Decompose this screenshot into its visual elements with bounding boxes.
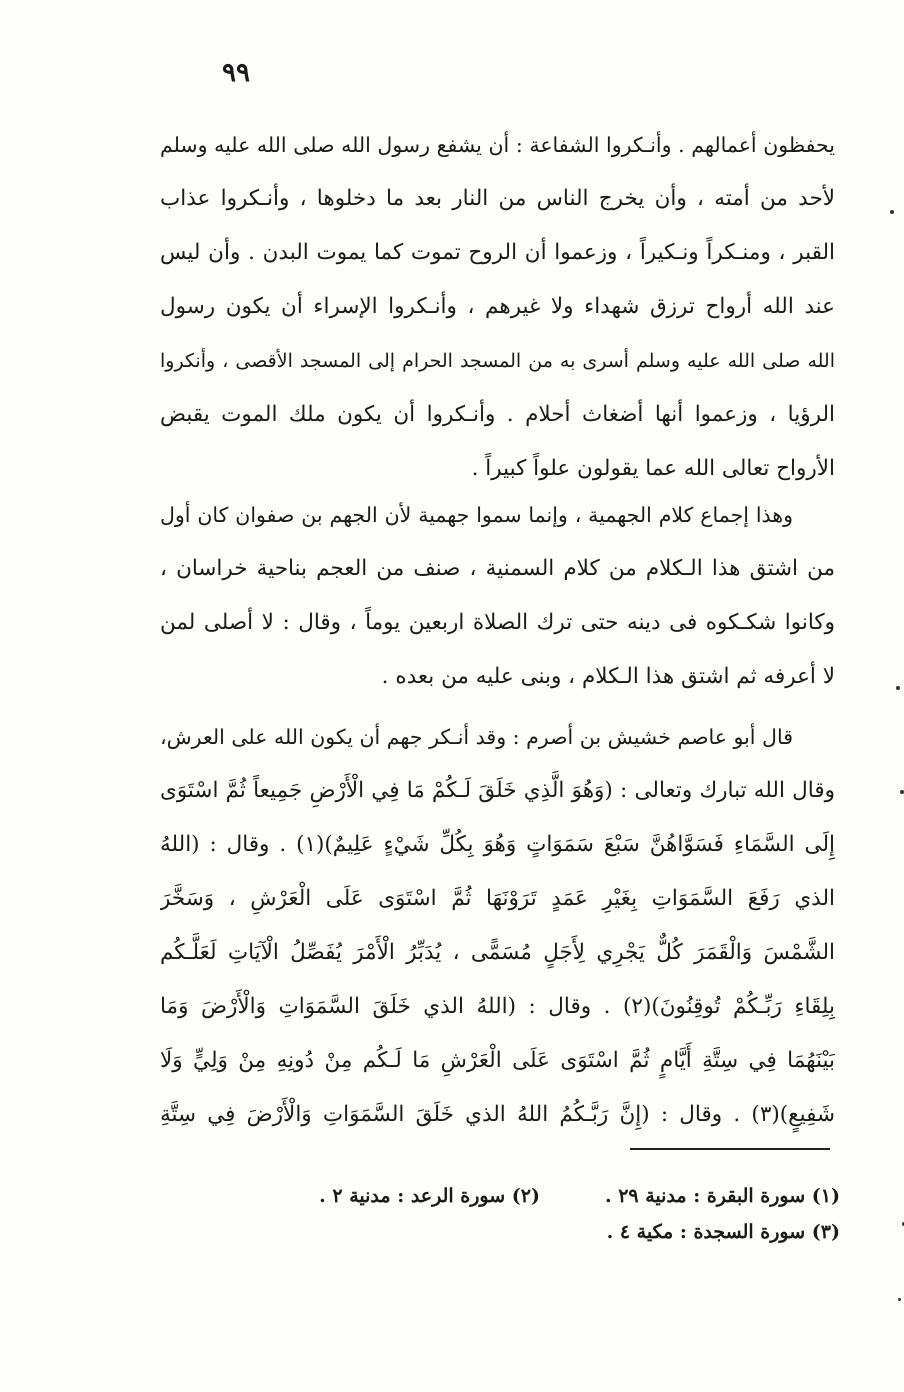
text-line: بَيْنَهُمَا فِي سِتَّةِ أَيَّامٍ ثُمَّ اسْتَوَى عَلَى الْعَرْشِ مَا لَـكُم مِنْ دُونِهِ مِنْ وَلِيٍّ وَلَا [160,1048,835,1073]
text-line: عند الله أرواح ترزق شهداء ولا غيرهم ، وأنـكروا الإسراء أن يكون رسول [160,294,835,319]
paragraph-1 [160,118,835,496]
text-line: وقال الله تبارك وتعالى : (وَهُوَ الَّذِي خَلَقَ لَـكُمْ مَا فِي الْأَرْضِ جَمِيعاً ثُمَّ اسْتَوَى [160,778,835,803]
text-line: لا أعرفه ثم اشتق هذا الـكلام ، وبنى عليه من بعده . [381,664,835,689]
text-line: من اشتق هذا الـكلام من كلام السمنية ، صنف من العجم بناحية خراسان ، [160,556,835,581]
text-line: قال أبو عاصم خشيش بن أصرم : وقد أنـكر جهم أن يكون الله على العرش، [160,725,793,749]
text-line: شَفِيعٍ)(٣) . وقال : (إِنَّ رَبَّـكُمُ اللهُ الذي خَلَقَ السَّمَوَاتِ وَالْأَرْضَ فِي سِتَّةِ [160,1102,835,1127]
text-line: الشَّمْسَ وَالْقَمَرَ كُلٌّ يَجْرِي لِأَجَلٍ مُسَمًّى ، يُدَبِّرُ الْأَمْرَ يُفَصِّلُ الْآيَاتِ لَعَلَّـكُم [160,940,835,965]
paragraph-3 [160,710,835,1142]
text-line: الأرواح تعالى الله عما يقولون علواً كبيراً . [471,456,835,481]
footnote-row [160,1178,840,1214]
scan-speck [900,790,904,794]
footnotes [160,1178,840,1250]
text-line: وهذا إجماع كلام الجهمية ، وإنما سموا جهمية لأن الجهم بن صفوان كان أول [160,503,793,527]
scan-speck [898,1298,901,1301]
text-line: الرؤيا ، وزعموا أنها أضغاث أحلام . وأنـكروا أن يكون ملك الموت يقبض [160,402,835,427]
scan-speck [896,686,900,690]
text-line: وكانوا شكـكوه فى دينه حتى ترك الصلاة اربعين يوماً ، وقال : لا أصلى لمن [160,610,835,635]
footnote-row [160,1214,840,1250]
footnote-3: (٣) سورة السجدة : مكية ٤ . [606,1221,840,1243]
footnote-1: (١) سورة البقرة : مدنية ٢٩ . [604,1185,840,1207]
scan-speck [890,210,894,214]
page-number: ٩٩ [222,58,250,88]
text-line: إِلَى السَّمَاءِ فَسَوَّاهُنَّ سَبْعَ سَمَوَاتٍ وَهُوَ بِكُلِّ شَيْءٍ عَلِيمٌ)(١) . وقال : (اللهُ [160,832,835,857]
text-line: الله صلى الله عليه وسلم أسرى به من المسجد الحرام إلى المسجد الأقصى ، وأنكروا [160,350,835,372]
footnote-divider [630,1148,830,1150]
footnote-2: (٢) سورة الرعد : مدنية ٢ . [319,1185,540,1207]
text-line: الذي رَفَعَ السَّمَوَاتِ بِغَيْرِ عَمَدٍ تَرَوْنَهَا ثُمَّ اسْتَوَى عَلَى الْعَرْشِ ، وَسَخَّرَ [160,886,835,911]
text-line: يحفظون أعمالهم . وأنـكروا الشفاعة : أن يشفع رسول الله صلى الله عليه وسلم [160,133,835,157]
text-line: لأحد من أمته ، وأن يخرج الناس من النار بعد ما دخلوها ، وأنـكروا عذاب [160,186,835,211]
text-line: بِلِقَاءِ رَبِّـكُمْ تُوقِنُونَ)(٢) . وقال : (اللهُ الذي خَلَقَ السَّمَوَاتِ وَالْأَرْضَ وَمَا [160,994,835,1019]
text-line: القبر ، ومنـكراً ونـكيراً ، وزعموا أن الروح تموت كما يموت البدن . وأن ليس [160,240,835,265]
paragraph-2 [160,488,835,704]
